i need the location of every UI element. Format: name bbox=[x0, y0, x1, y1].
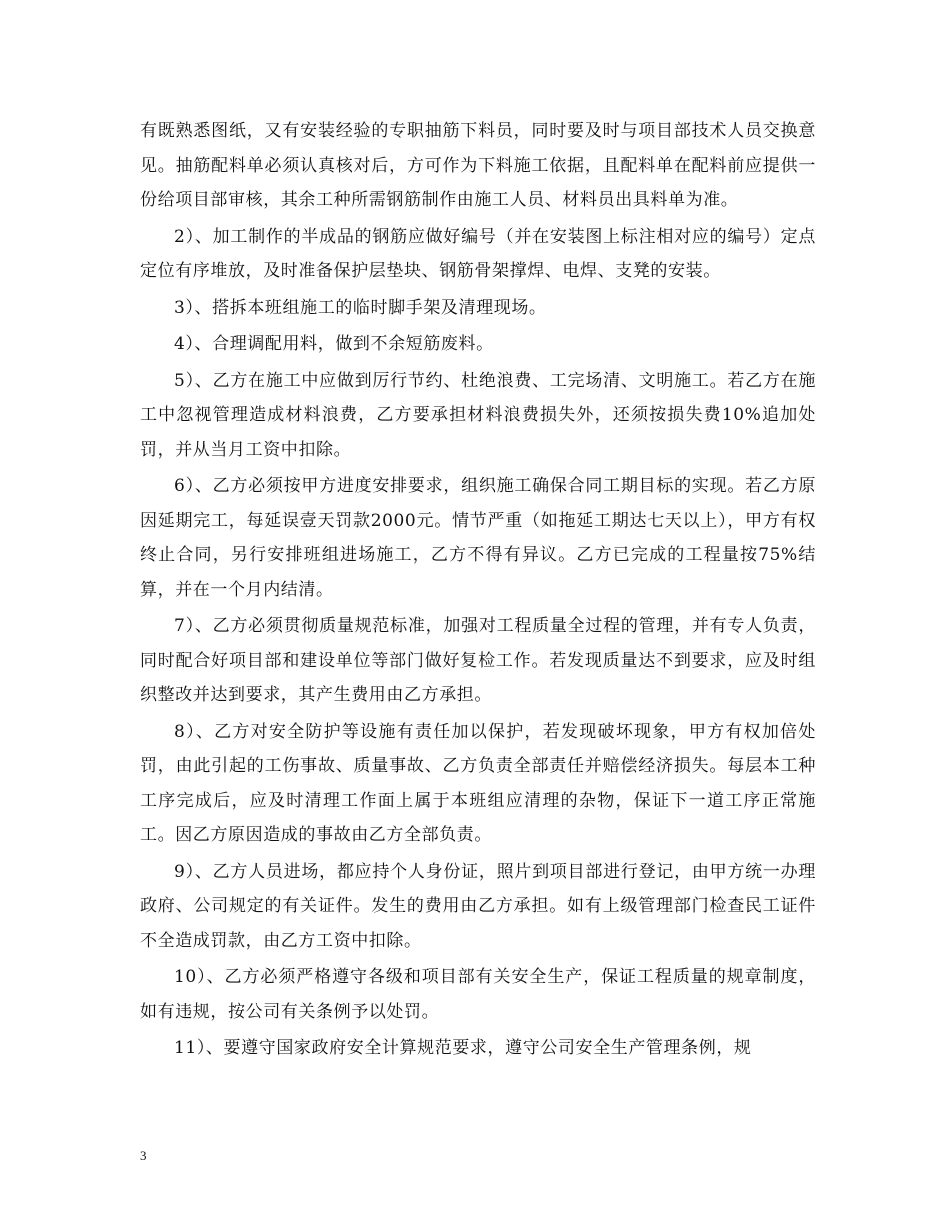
paragraph-item-6: 6）、乙方必须按甲方进度安排要求，组织施工确保合同工期目标的实现。若乙方原因延期完工，每延误壹天罚款2000元。情节严重（如拖延工期达七天以上），甲方有权终止合同，另行安排班组进场施工，乙方不得有异议。乙方已完成的工程量按75%结算，并在一个月内结清。 bbox=[140, 476, 816, 600]
paragraph-item-2: 2）、加工制作的半成品的钢筋应做好编号（并在安装图上标注相对应的编号）定点定位有序堆放，及时准备保护层垫块、钢筋骨架撑焊、电焊、支凳的安装。 bbox=[140, 226, 816, 281]
paragraph-item-3: 3）、搭拆本班组施工的临时脚手架及清理现场。 bbox=[174, 297, 547, 318]
paragraph-item-9: 9）、乙方人员进场，都应持个人身份证，照片到项目部进行登记，由甲方统一办理政府、公司规定的有关证件。发生的费用由乙方承担。如有上级管理部门检查民工证件不全造成罚款，由乙方工资中扣除。 bbox=[140, 861, 816, 951]
paragraph-continuation: 有既熟悉图纸，又有安装经验的专职抽筋下料员，同时要及时与项目部技术人员交换意见。抽筋配料单必须认真核对后，方可作为下料施工依据，且配料单在配料前应提供一份给项目部审核，其余工种所需钢筋制作由施工人员、材料员出具料单为准。 bbox=[140, 121, 816, 210]
paragraph-item-10: 10）、乙方必须严格遵守各级和项目部有关安全生产，保证工程质量的规章制度，如有违规，按公司有关条例予以处罚。 bbox=[140, 967, 816, 1022]
paragraph-item-11: 11）、要遵守国家政府安全计算规范要求，遵守公司安全生产管理条例，规 bbox=[174, 1038, 752, 1058]
paragraph-item-7: 7）、乙方必须贯彻质量规范标准，加强对工程质量全过程的管理，并有专人负责，同时配合好项目部和建设单位等部门做好复检工作。若发现质量达不到要求，应及时组织整改并达到要求，其产生费用由乙方承担。 bbox=[140, 616, 816, 705]
document-body bbox=[140, 114, 816, 1068]
paragraph-item-5: 5）、乙方在施工中应做到厉行节约、杜绝浪费、工完场清、文明施工。若乙方在施工中忽视管理造成材料浪费，乙方要承担材料浪费损失外，还须按损失费10%追加处罚，并从当月工资中扣除。 bbox=[140, 370, 816, 460]
page-number: 3 bbox=[140, 1148, 147, 1163]
paragraph-item-8: 8）、乙方对安全防护等设施有责任加以保护，若发现破坏现象，甲方有权加倍处罚，由此引起的工伤事故、质量事故、乙方负责全部责任并赔偿经济损失。每层本工种工序完成后，应及时清理工作面上属于本班组应清理的杂物，保证下一道工序正常施工。因乙方原因造成的事故由乙方全部负责。 bbox=[140, 721, 816, 845]
paragraph-item-4: 4）、合理调配用料，做到不余短筋废料。 bbox=[174, 334, 494, 354]
